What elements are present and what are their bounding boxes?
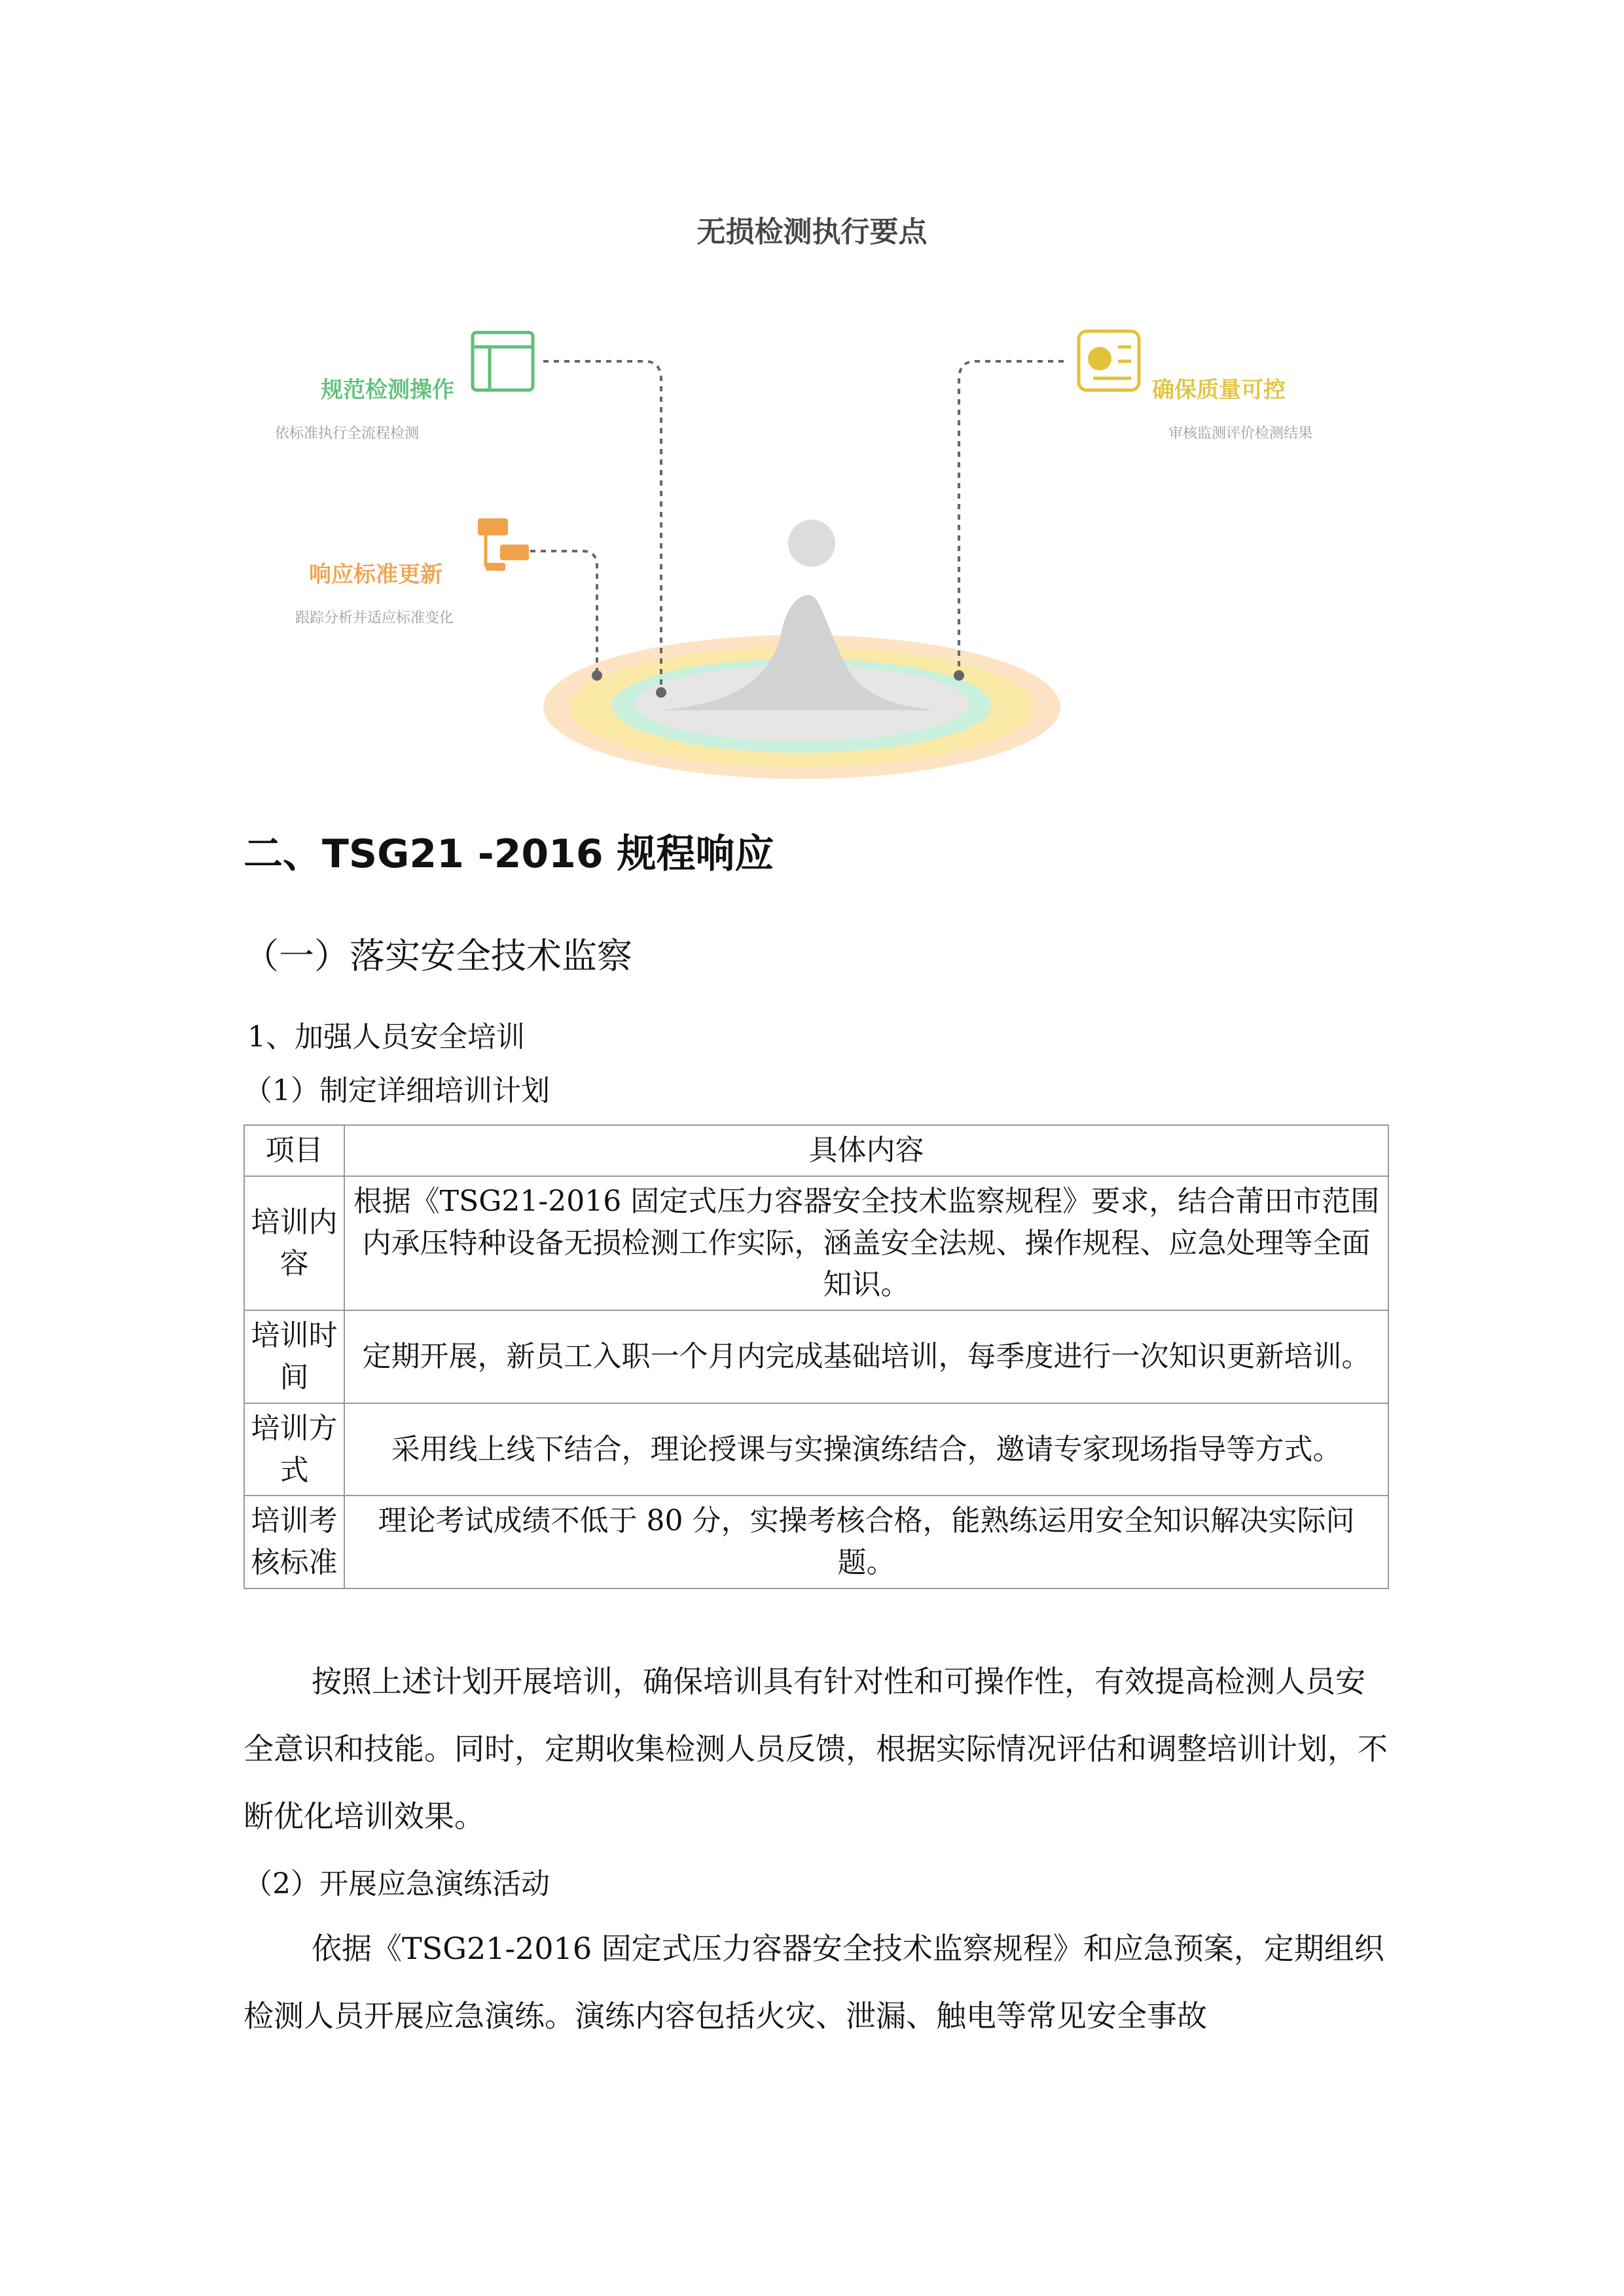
connector-dot [954,670,964,681]
table-row [244,1403,1388,1496]
item-title: 规范检测操作 [321,377,454,403]
infographic [0,0,1624,805]
subitem-heading: （1）制定详细培训计划 [244,1074,550,1107]
paragraph-text: 依据《TSG21-2016 固定式压力容器安全技术监察规程》和应急预案，定期组织检测人员开展应急演练。演练内容包括火灾、泄漏、触电等常见安全事故 [244,1931,1384,2034]
row-value: 根据《TSG21-2016 固定式压力容器安全技术监察规程》要求，结合莆田市范围内承压特种设备无损检测工作实际，涵盖安全法规、操作规程、应急处理等全面知识。 [344,1176,1388,1310]
subsection-heading: （一）落实安全技术监察 [244,935,632,977]
row-value: 理论考试成绩不低于 80 分，实操考核合格，能熟练运用安全知识解决实际问题。 [344,1496,1388,1588]
item-standard-update [295,556,482,630]
item-subtitle: 依标准执行全流程检测 [275,425,420,442]
item-heading: 1、加强人员安全培训 [247,1020,525,1054]
row-key: 培训考核标准 [244,1496,344,1588]
flow-icon [478,518,529,571]
table-header-row [244,1125,1388,1176]
item-standard-operation [275,372,454,442]
checklist-icon [473,332,533,390]
item-quality-control [1152,372,1312,442]
paragraph [244,1648,1389,1850]
connector-lower-left [530,551,597,674]
table-row [244,1310,1388,1403]
item-title: 响应标准更新 [309,562,442,588]
connector-left [543,361,661,691]
row-value: 定期开展，新员工入职一个月内完成基础培训，每季度进行一次知识更新培训。 [344,1310,1388,1403]
connector-right [959,361,1064,674]
item-subtitle: 跟踪分析并适应标准变化 [295,610,454,626]
paragraph [244,1915,1389,2050]
table-row [244,1496,1388,1588]
connector-dot [656,687,666,698]
item-subtitle: 审核监测评价检测结果 [1168,425,1313,442]
paragraph-text: 按照上述计划开展培训，确保培训具有针对性和可操作性，有效提高检测人员安全意识和技能。同时，定期收集检测人员反馈，根据实际情况评估和调整培训计划，不断优化培训效果。 [244,1664,1388,1834]
sun-circle [788,520,835,567]
section-heading: 二、TSG21 -2016 规程响应 [244,831,774,877]
quality-icon [1079,331,1139,390]
table-row [244,1176,1388,1310]
row-value: 采用线上线下结合，理论授课与实操演练结合，邀请专家现场指导等方式。 [344,1403,1388,1496]
subitem-heading: （2）开展应急演练活动 [244,1867,550,1901]
row-key: 培训内容 [244,1176,344,1310]
infographic-art [0,0,1624,805]
table-header: 具体内容 [344,1125,1388,1176]
figure-title: 无损检测执行要点 [696,215,928,249]
table-header: 项目 [244,1125,344,1176]
training-plan-table [244,1124,1389,1589]
item-title: 确保质量可控 [1152,377,1286,403]
connector-dot [592,670,602,681]
row-key: 培训方式 [244,1403,344,1496]
row-key: 培训时间 [244,1310,344,1403]
